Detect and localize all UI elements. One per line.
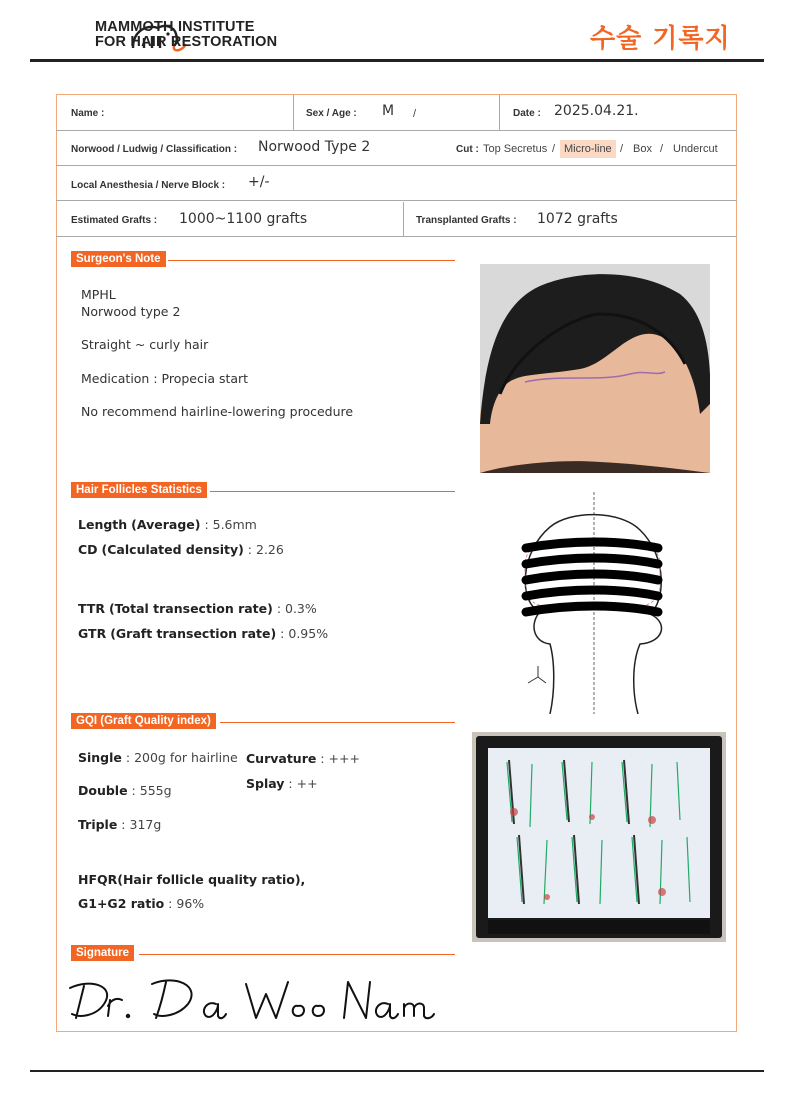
hfqr-stat [78,872,305,887]
curvature-stat [246,751,360,766]
signature-header: Signature [71,945,134,961]
cd-value: : 2.26 [243,542,284,557]
section-rule [220,722,455,723]
gtr-stat [78,626,328,641]
form-row-grafts [56,201,737,237]
ttr-stat [78,601,317,616]
section-rule [210,491,455,492]
institute-name-line1: MAMMOTH INSTITUTE [95,19,255,35]
single-value: : 200g for hairline [121,750,238,765]
ttr-label: TTR [78,601,105,616]
gtr-paren: (Graft transection rate) [110,626,277,641]
splay-label: Splay [246,776,285,791]
date-label: Date : [513,108,541,119]
splay-value: : ++ [284,776,318,791]
document-title: 수술 기록지 [590,24,731,54]
anesthesia-label: Local Anesthesia / Nerve Block : [71,180,226,191]
note-line: MPHL [81,287,116,302]
classification-field[interactable]: Norwood Type 2 [258,139,371,155]
double-stat [78,783,172,798]
axis-icon [528,666,546,683]
cut-separator: / [660,143,664,155]
date-field[interactable]: 2025.04.21. [554,103,639,119]
gtr-label: GTR [78,626,107,641]
cut-separator: / [552,143,556,155]
cut-option-top-secretus[interactable]: Top Secretus [483,143,548,155]
follicle-stats-header: Hair Follicles Statistics [71,482,207,498]
g1g2-stat [78,896,204,911]
note-line: Norwood type 2 [81,304,181,319]
estimated-grafts-field[interactable]: 1000~1100 grafts [179,211,308,227]
column-divider [293,95,294,131]
ttr-paren: (Total transection rate) [108,601,273,616]
length-label: Length [78,517,128,532]
cut-option-micro-line-selected[interactable]: Micro-line [560,140,616,158]
ttr-value: : 0.3% [272,601,317,616]
patient-hairline-photo [480,264,710,473]
g1g2-value: : 96% [164,896,205,911]
gtr-value: : 0.95% [276,626,329,641]
single-label: Single [78,750,122,765]
cut-label: Cut : [456,144,479,155]
length-stat [78,517,257,532]
sex-field[interactable]: M [382,103,395,119]
anesthesia-field[interactable]: +/- [248,174,270,190]
column-divider [499,95,500,131]
age-separator: / [413,108,417,120]
institute-name-line2: FOR HAIR RESTORATION [95,34,278,50]
transplanted-grafts-field[interactable]: 1072 grafts [537,211,618,227]
transplanted-grafts-label: Transplanted Grafts : [416,215,517,226]
note-line: Straight ~ curly hair [81,337,209,352]
estimated-grafts-label: Estimated Grafts : [71,215,158,226]
sex-age-label: Sex / Age : [306,108,357,119]
cd-stat [78,542,284,557]
note-line: Medication : Propecia start [81,371,249,386]
length-paren: (Average) [131,517,201,532]
name-label: Name : [71,108,105,119]
classification-label: Norwood / Ludwig / Classification : [71,144,238,155]
note-line: No recommend hairline-lowering procedure [81,404,354,419]
single-stat [78,750,238,765]
cd-label: CD [78,542,98,557]
g1g2-label: G1+G2 ratio [78,896,165,911]
double-value: : 555g [127,783,172,798]
graft-monitor-photo [472,732,726,942]
footer-divider [30,1070,764,1072]
column-divider [403,202,404,237]
section-rule [168,260,455,261]
splay-stat [246,776,318,791]
length-value: : 5.6mm [200,517,257,532]
cut-option-undercut[interactable]: Undercut [673,143,718,155]
header-divider [30,59,764,62]
double-label: Double [78,783,128,798]
curvature-label: Curvature [246,751,317,766]
triple-stat [78,817,161,832]
hfqr-label: HFQR(Hair follicle quality ratio), [78,872,306,887]
triple-label: Triple [78,817,118,832]
section-rule [139,954,455,955]
head-diagram-icon [510,492,670,714]
cd-paren: (Calculated density) [101,542,244,557]
cut-option-box[interactable]: Box [633,143,652,155]
surgeon-note-header: Surgeon's Note [71,251,166,267]
cut-separator: / [620,143,624,155]
triple-value: : 317g [117,817,162,832]
institute-name [95,20,277,50]
curvature-value: : +++ [316,751,360,766]
gqi-header: GQI (Graft Quality index) [71,713,216,729]
signature-image [66,968,441,1024]
